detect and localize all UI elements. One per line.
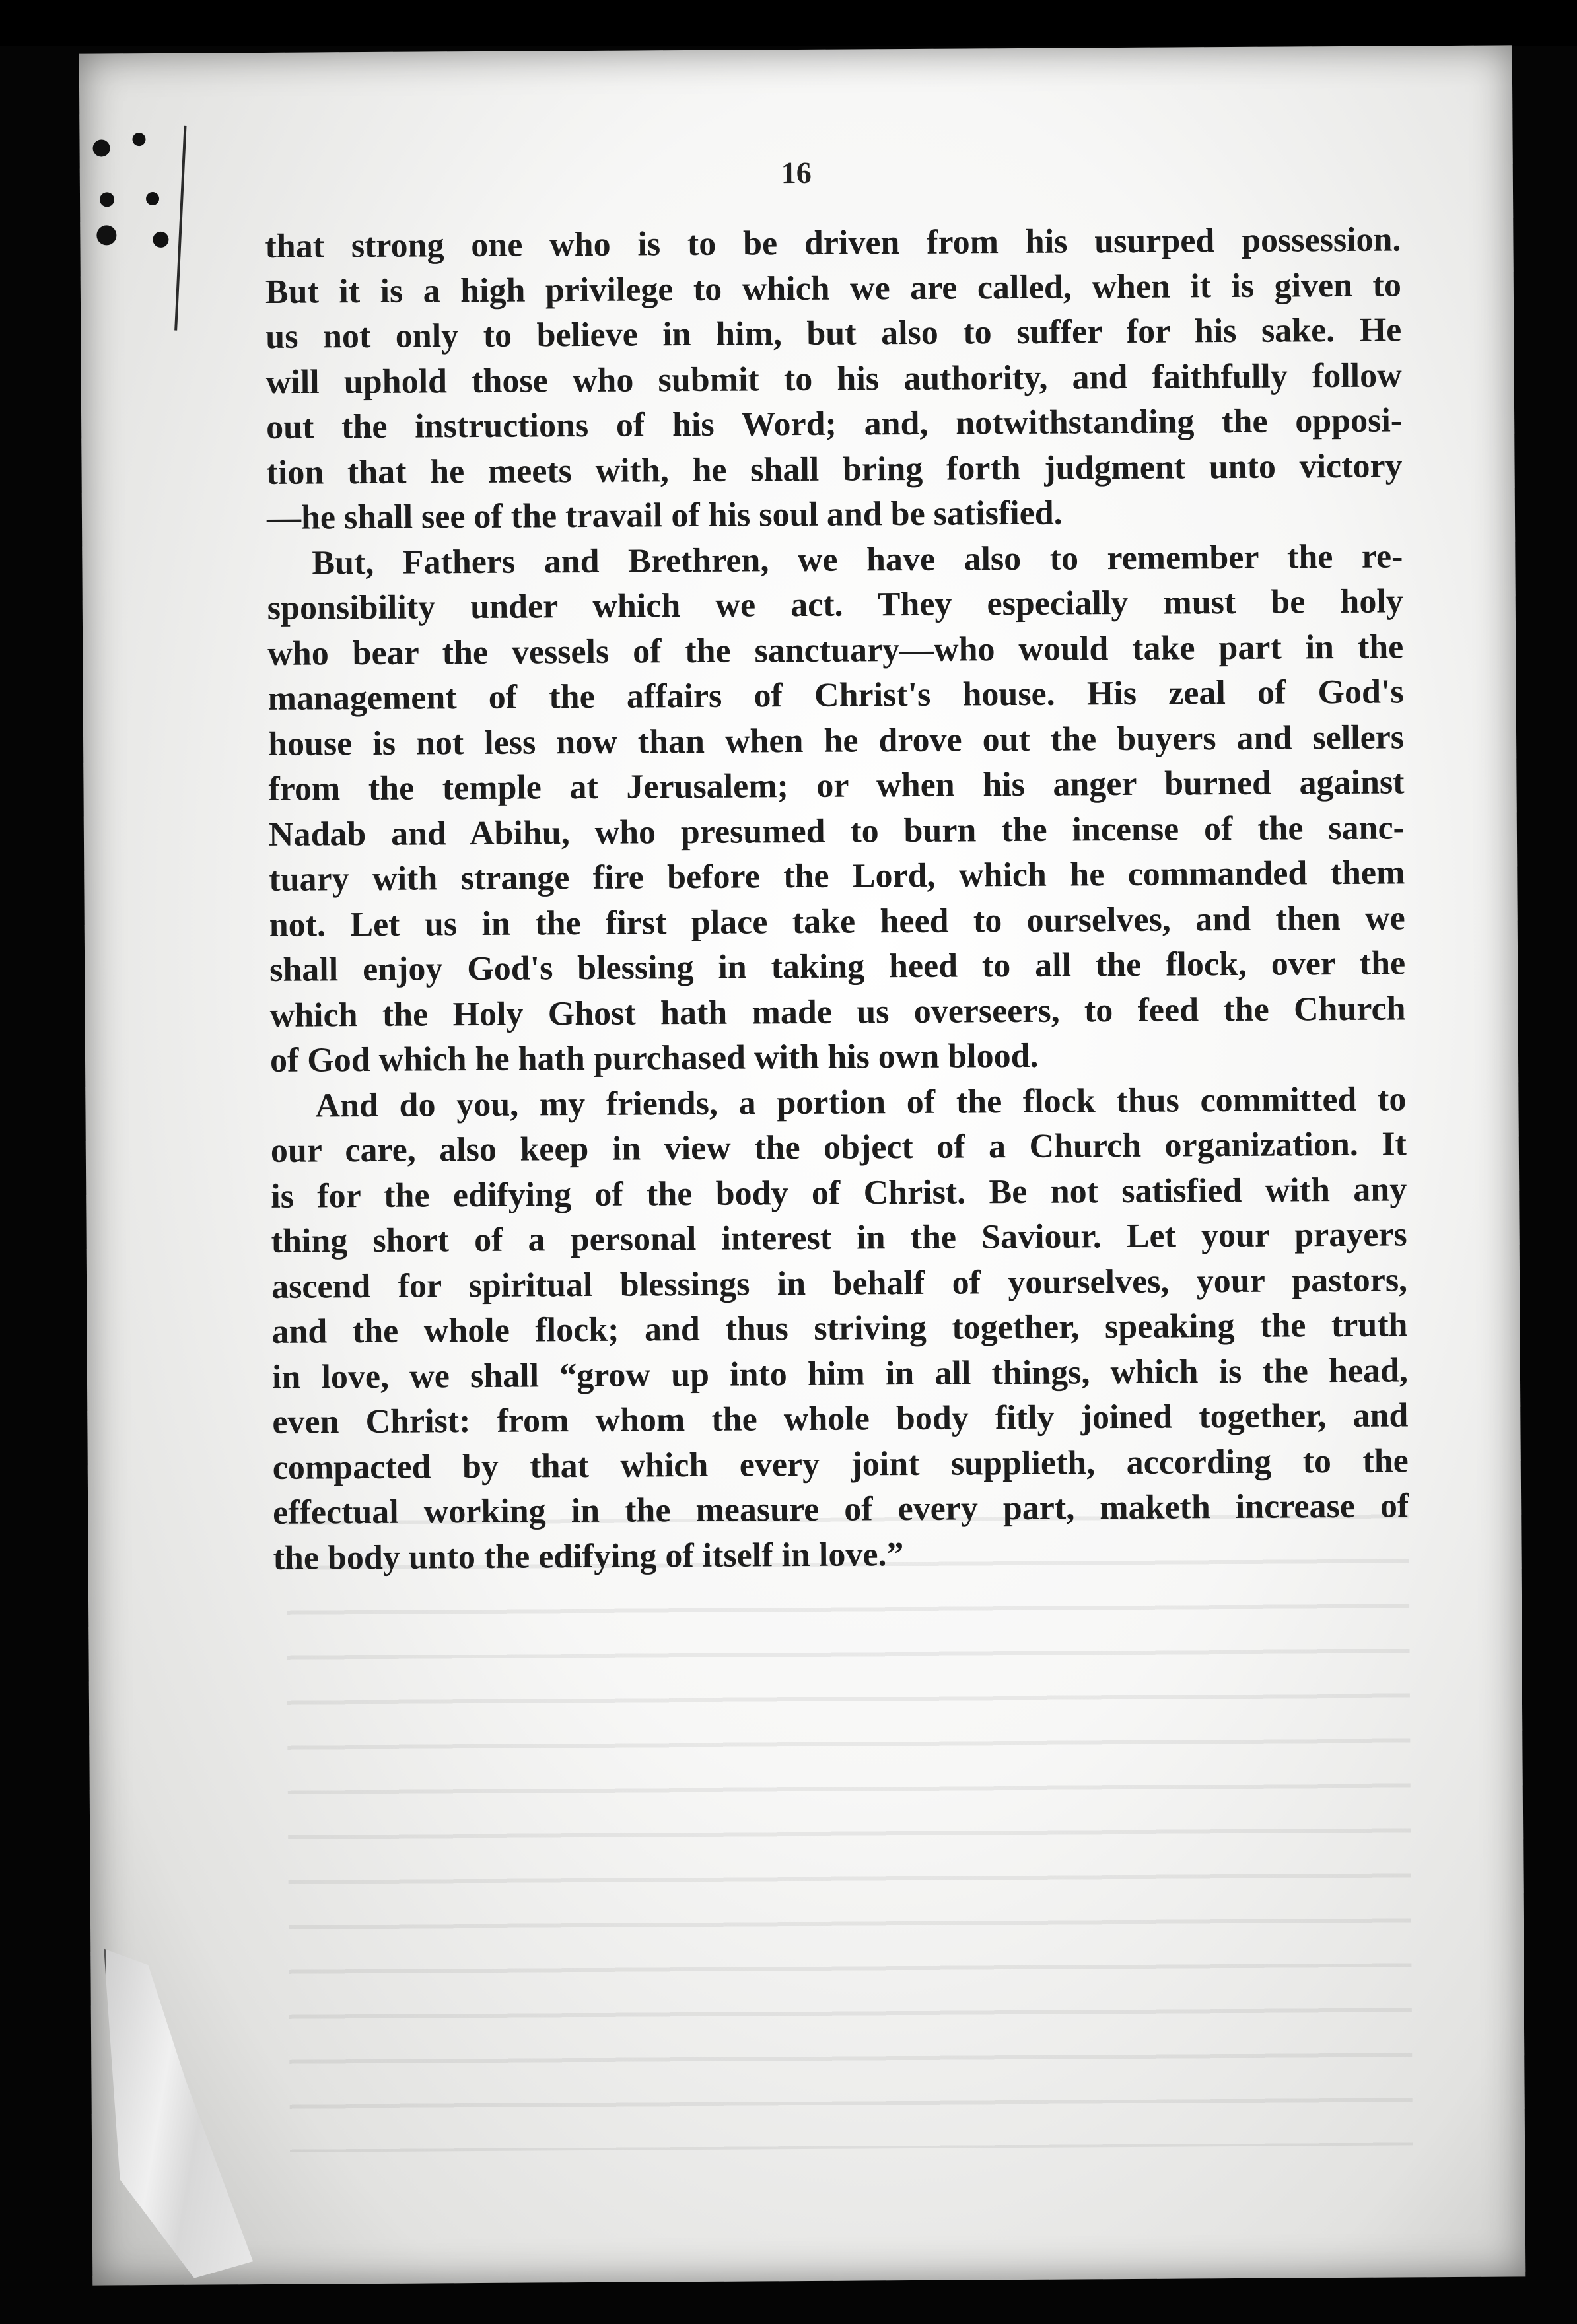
text-line: us not only to believe in him, but also to suffer for his sake. He [265, 311, 1402, 356]
torn-corner [104, 1948, 253, 2278]
text-line: is for the edifying of the body of Christ. Be not satisfied with any [271, 1170, 1407, 1215]
text-line: not. Let us in the first place take heed to ourselves, and then we [269, 899, 1405, 944]
text-line: who bear the vessels of the sanctuary—who would take part in the [267, 627, 1404, 673]
paragraph-1 [265, 217, 1403, 541]
text-line: management of the affairs of Christ's house. His zeal of God's [267, 673, 1404, 718]
text-line: Nadab and Abihu, who presumed to burn the incense of the sanc- [268, 808, 1405, 854]
paragraph-2 [267, 534, 1406, 1083]
text-line: out the instructions of his Word; and, notwithstanding the opposi- [265, 401, 1403, 446]
body-text [265, 217, 1409, 1581]
text-line: house is not less now than when he drove out the buyers and sellers [267, 718, 1405, 763]
text-line: of God which he hath purchased with his own blood. [269, 1037, 1039, 1079]
text-line: even Christ: from whom the whole body fitly joined together, and [272, 1396, 1409, 1441]
text-line: that strong one who is to be driven from his usurped possession. [265, 221, 1401, 265]
text-line: thing short of a personal interest in the Saviour. Let your prayers [271, 1215, 1407, 1260]
film-border [0, 0, 1577, 46]
scanned-page [79, 45, 1526, 2285]
ink-blot [96, 225, 116, 245]
text-line: tuary with strange fire before the Lord, which he commanded them [269, 854, 1405, 899]
text-line: ascend for spiritual blessings in behalf of yourselves, your pastors, [271, 1260, 1408, 1306]
text-line: and the whole flock; and thus striving together, speaking the truth [271, 1306, 1408, 1351]
text-line: shall enjoy God's blessing in taking heed to all the flock, over the [269, 944, 1406, 989]
page-number: 16 [781, 155, 812, 190]
text-line: —he shall see of the travail of his soul and be satisfied. [266, 494, 1063, 537]
ink-blot [92, 139, 110, 156]
ink-blot [132, 133, 145, 146]
bleed-through-texture [286, 1485, 1413, 2152]
paragraph-3 [270, 1077, 1409, 1581]
text-line: compacted by that which every joint supplieth, according to the [272, 1441, 1409, 1487]
text-line: from the temple at Jerusalem; or when his anger burned against [268, 763, 1405, 808]
text-line: the body unto the edifying of itself in love.” [273, 1535, 904, 1577]
text-line: our care, also keep in view the object of a Church organization. It [270, 1125, 1407, 1170]
text-line: effectual working in the measure of every part, maketh increase of [273, 1487, 1409, 1532]
margin-pencil-mark [174, 126, 186, 331]
text-line: sponsibility under which we act. They especially must be holy [267, 582, 1403, 627]
text-line: tion that he meets with, he shall bring forth judgment unto victory [266, 446, 1403, 492]
text-line: which the Holy Ghost hath made us overseers, to feed the Church [269, 989, 1406, 1035]
text-line: in love, we shall “grow up into him in all things, which is the head, [271, 1351, 1409, 1396]
ink-blot [100, 192, 114, 207]
text-line: will uphold those who submit to his authority, and faithfully follow [265, 356, 1402, 401]
text-line: But, Fathers and Brethren, we have also to remember the re- [312, 537, 1403, 582]
ink-blot [153, 232, 168, 248]
text-line: But it is a high privilege to which we are called, when it is given to [265, 265, 1402, 311]
text-line: And do you, my friends, a portion of the flock thus committed to [315, 1079, 1407, 1125]
